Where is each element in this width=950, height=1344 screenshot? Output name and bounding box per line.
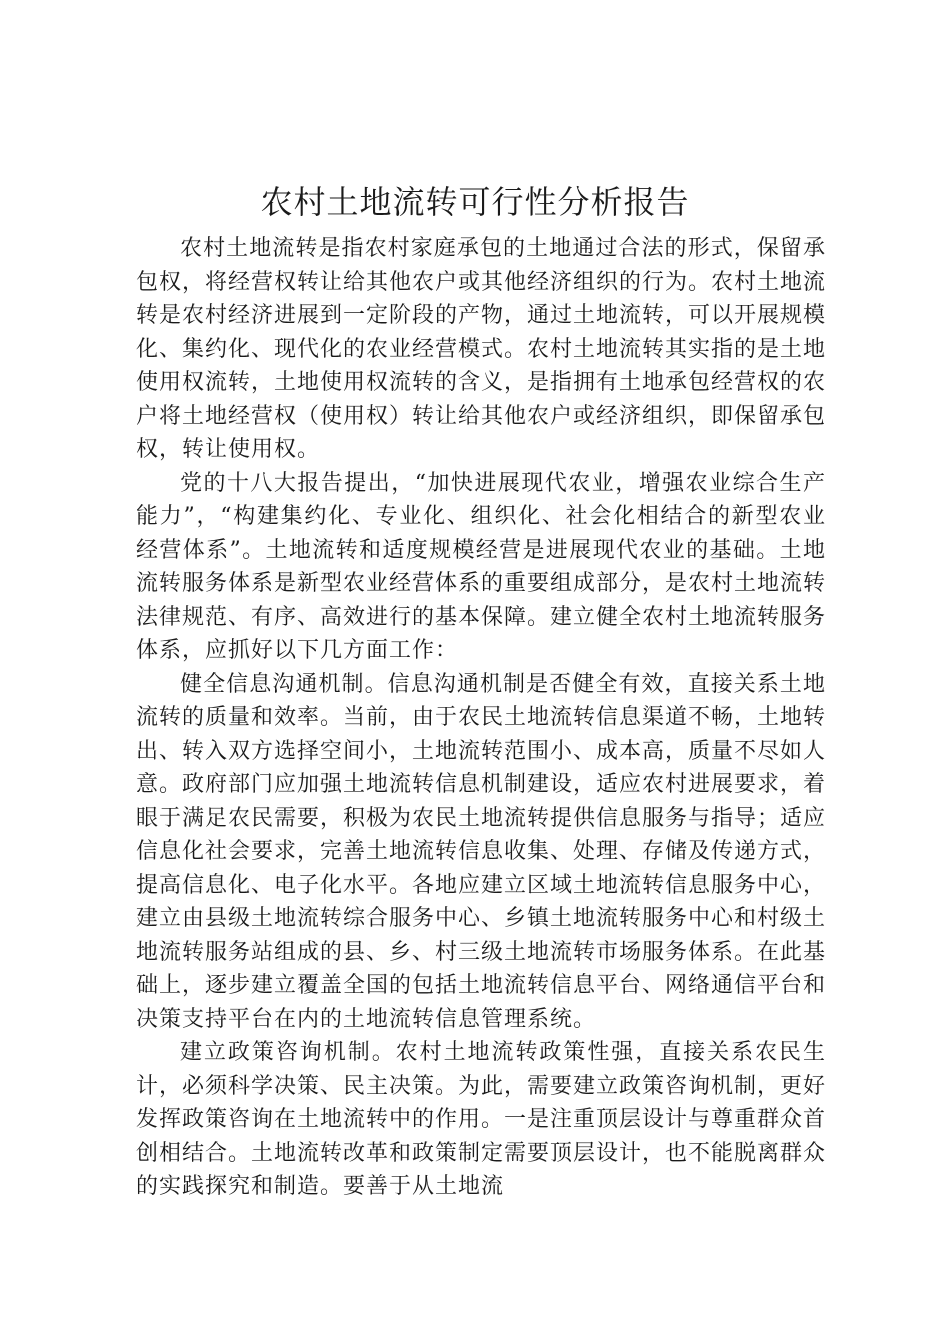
paragraph-2: 党的十八大报告提出，“加快进展现代农业，增强农业综合生产能力”，“构建集约化、专业化、组织化、社会化相结合的新型农业经营体系”。土地流转和适度规模经营是进展现代农业的基础。土地流转服务体系是新型农业经营体系的重要组成部分，是农村土地流转法律规范、有序、高效进行的基本保障。建立健全农村土地流转服务体系，应抓好以下几方面工作：: [136, 470, 827, 663]
paragraph-4: 建立政策咨询机制。农村土地流转政策性强，直接关系农民生计，必须科学决策、民主决策。为此，需要建立政策咨询机制，更好发挥政策咨询在土地流转中的作用。一是注重顶层设计与尊重群众首创相结合。土地流转改革和政策制定需要顶层设计，也不能脱离群众的实践探究和制造。要善于从土地流: [136, 1040, 827, 1199]
paragraph-1: 农村土地流转是指农村家庭承包的土地通过合法的形式，保留承包权，将经营权转让给其他农户或其他经济组织的行为。农村土地流转是农村经济进展到一定阶段的产物，通过土地流转，可以开展规模化、集约化、现代化的农业经营模式。农村土地流转其实指的是土地使用权流转，土地使用权流转的含义，是指拥有土地承包经营权的农户将土地经营权（使用权）转让给其他农户或经济组织，即保留承包权，转让使用权。: [136, 236, 827, 462]
document-title: 农村土地流转可行性分析报告: [260, 183, 690, 221]
paragraph-3: 健全信息沟通机制。信息沟通机制是否健全有效，直接关系土地流转的质量和效率。当前，由于农民土地流转信息渠道不畅，土地转出、转入双方选择空间小，土地流转范围小、成本高，质量不尽如人意。政府部门应加强土地流转信息机制建设，适应农村进展要求，着眼于满足农民需要，积极为农民土地流转提供信息服务与指导；适应信息化社会要求，完善土地流转信息收集、处理、存储及传递方式，提高信息化、电子化水平。各地应建立区域土地流转信息服务中心，建立由县级土地流转综合服务中心、乡镇土地流转服务中心和村级土地流转服务站组成的县、乡、村三级土地流转市场服务体系。在此基础上，逐步建立覆盖全国的包括土地流转信息平台、网络通信平台和决策支持平台在内的土地流转信息管理系统。: [136, 671, 827, 1032]
document-body: [136, 232, 826, 1204]
